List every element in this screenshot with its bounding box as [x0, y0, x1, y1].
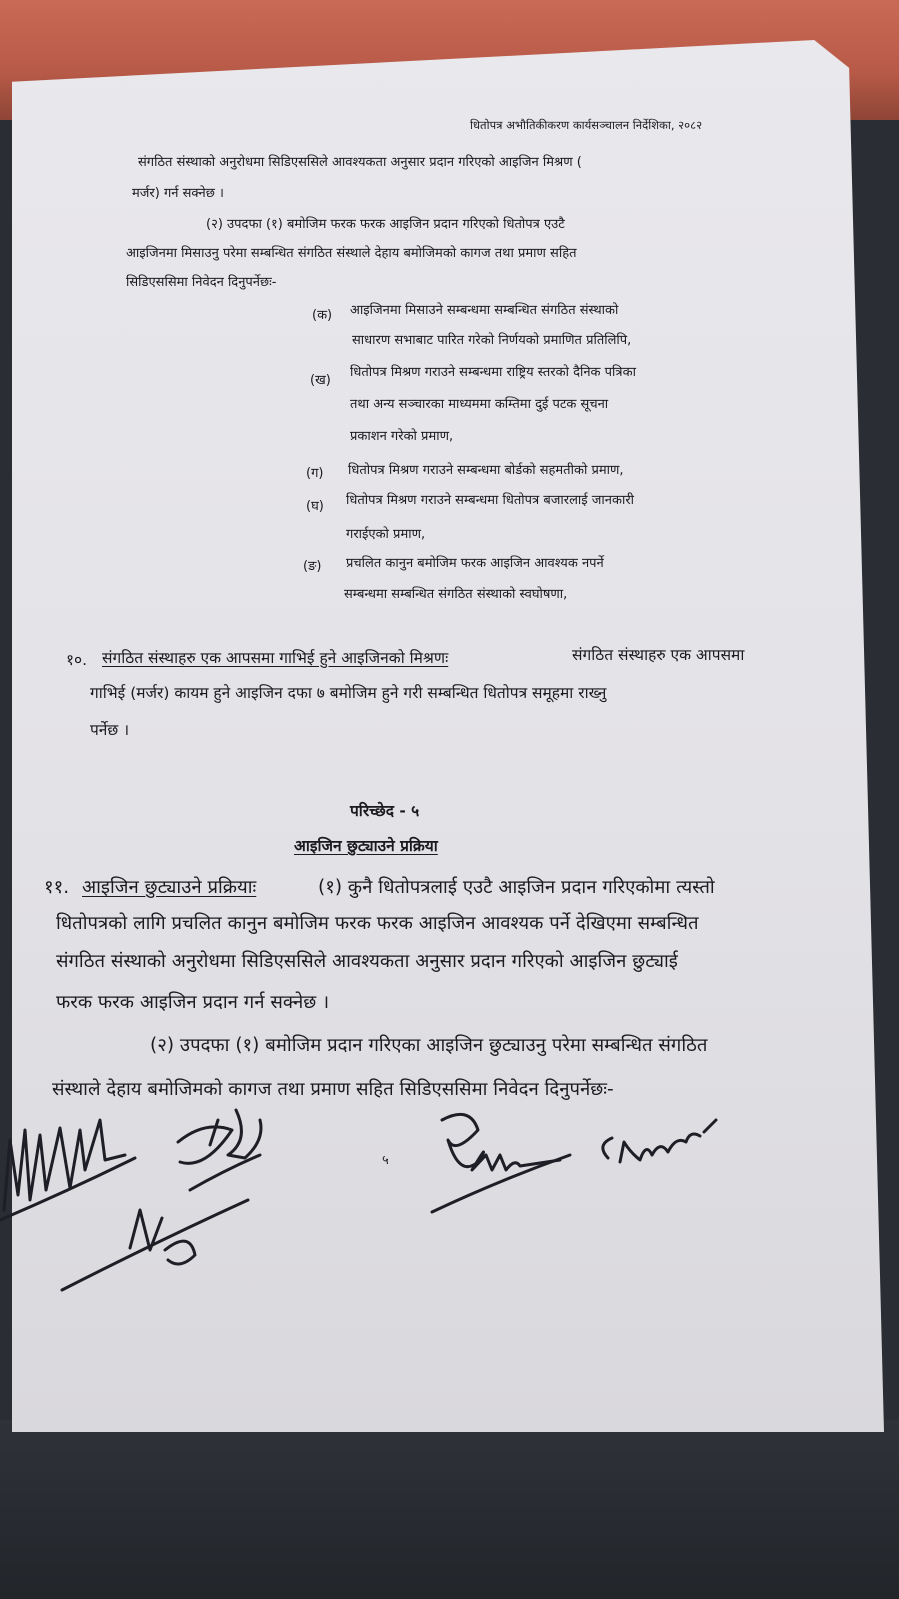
section10-line2: गाभिई (मर्जर) कायम हुने आइजिन दफा ७ बमोजिम हुने गरी सम्बन्धित धितोपत्र समूहमा राख्नु — [90, 684, 607, 702]
signature-2 — [178, 1110, 261, 1163]
item-ga-mark: (ग) — [306, 466, 324, 481]
item-ka-mark: (क) — [312, 308, 333, 323]
item-ka-line2: साधारण सभाबाट पारित गरेको निर्णयको प्रमाणित प्रतिलिपि, — [352, 333, 632, 348]
item-kha-line1: धितोपत्र मिश्रण गराउने सम्बन्धमा राष्ट्रिय स्तरको दैनिक पत्रिका — [350, 365, 636, 380]
signatures-area — [0, 1100, 899, 1320]
signature-1 — [4, 1120, 125, 1210]
section11-line4: फरक फरक आइजिन प्रदान गर्न सक्नेछ । — [56, 992, 330, 1013]
section11-number: ११. — [44, 877, 70, 898]
item-ka-line1: आइजिनमा मिसाउने सम्बन्धमा सम्बन्धित संगठित संस्थाको — [350, 303, 619, 318]
signature-mark-1: ५ — [382, 1153, 389, 1168]
signature-4-underline — [432, 1155, 570, 1212]
section11-line3: संगठित संस्थाको अनुरोधमा सिडिएससिले आवश्यकता अनुसार प्रदान गरिएको आइजिन छुट्याई — [56, 951, 678, 972]
section11-sub2-line1: (२) उपदफा (१) बमोजिम प्रदान गरिएका आइजिन छुट्याउनु परेमा सम्बन्धित संगठित — [150, 1035, 708, 1056]
item-nga-line1: प्रचलित कानुन बमोजिम फरक आइजिन आवश्यक नपर्ने — [346, 556, 604, 571]
signature-5 — [603, 1120, 716, 1162]
para-top-line1: संगठित संस्थाको अनुरोधमा सिडिएससिले आवश्यकता अनुसार प्रदान गरिएको आइजिन मिश्रण ( — [138, 155, 582, 170]
section11-line2: धितोपत्रको लागि प्रचलित कानुन बमोजिम फरक फरक आइजिन आवश्यक पर्ने देखिएमा सम्बन्धित — [56, 913, 699, 934]
item-nga-mark: (ङ) — [303, 559, 322, 574]
item-kha-mark: (ख) — [310, 373, 331, 388]
subsection2-line2: आइजिनमा मिसाउनु परेमा सम्बन्धित संगठित संस्थाले देहाय बमोजिमको कागज तथा प्रमाण सहित — [126, 246, 577, 261]
item-gha-line2: गराईएको प्रमाण, — [346, 527, 426, 542]
item-kha-line3: प्रकाशन गरेको प्रमाण, — [350, 429, 454, 444]
section10-line3: पर्नेछ । — [90, 721, 130, 739]
item-gha-line1: धितोपत्र मिश्रण गराउने सम्बन्धमा धितोपत्र बजारलाई जानकारी — [346, 493, 635, 508]
signature-3-mark — [130, 1210, 195, 1264]
para-top-line2: मर्जर) गर्न सक्नेछ । — [132, 186, 224, 201]
item-nga-line2: सम्बन्धमा सम्बन्धित संगठित संस्थाको स्वघोषणा, — [344, 587, 568, 602]
chapter-label: परिच्छेद - ५ — [350, 802, 420, 820]
chapter-title: आइजिन छुट्याउने प्रक्रिया — [294, 837, 438, 855]
subsection2-line1: (२) उपदफा (१) बमोजिम फरक फरक आइजिन प्रदान गरिएको धितोपत्र एउटै — [206, 217, 565, 232]
section11-line1: (१) कुनै धितोपत्रलाई एउटै आइजिन प्रदान गरिएकोमा त्यस्तो — [318, 877, 715, 898]
section10-number: १०. — [66, 651, 88, 669]
signature-3-underline — [62, 1200, 248, 1290]
signature-4 — [442, 1114, 560, 1170]
section10-line1: संगठित संस्थाहरु एक आपसमा — [572, 646, 745, 664]
item-kha-line2: तथा अन्य सञ्चारका माध्यममा कम्तिमा दुई पटक सूचना — [350, 397, 609, 412]
table-surface-bottom — [0, 1420, 899, 1599]
item-gha-mark: (घ) — [306, 499, 324, 514]
section10-heading: संगठित संस्थाहरु एक आपसमा गाभिई हुने आइजिनको मिश्रणः — [102, 649, 449, 667]
item-ga-line1: धितोपत्र मिश्रण गराउने सम्बन्धमा बोर्डको सहमतीको प्रमाण, — [348, 463, 624, 478]
section11-heading: आइजिन छुट्याउने प्रक्रियाः — [82, 877, 257, 898]
subsection2-line3: सिडिएससिमा निवेदन दिनुपर्नेछः- — [126, 275, 277, 290]
running-header: धितोपत्र अभौतिकीकरण कार्यसञ्चालन निर्देशिका, २०८२ — [470, 118, 703, 132]
section11-sub2-line2: संस्थाले देहाय बमोजिमको कागज तथा प्रमाण सहित सिडिएससिमा निवेदन दिनुपर्नेछः- — [52, 1079, 614, 1100]
